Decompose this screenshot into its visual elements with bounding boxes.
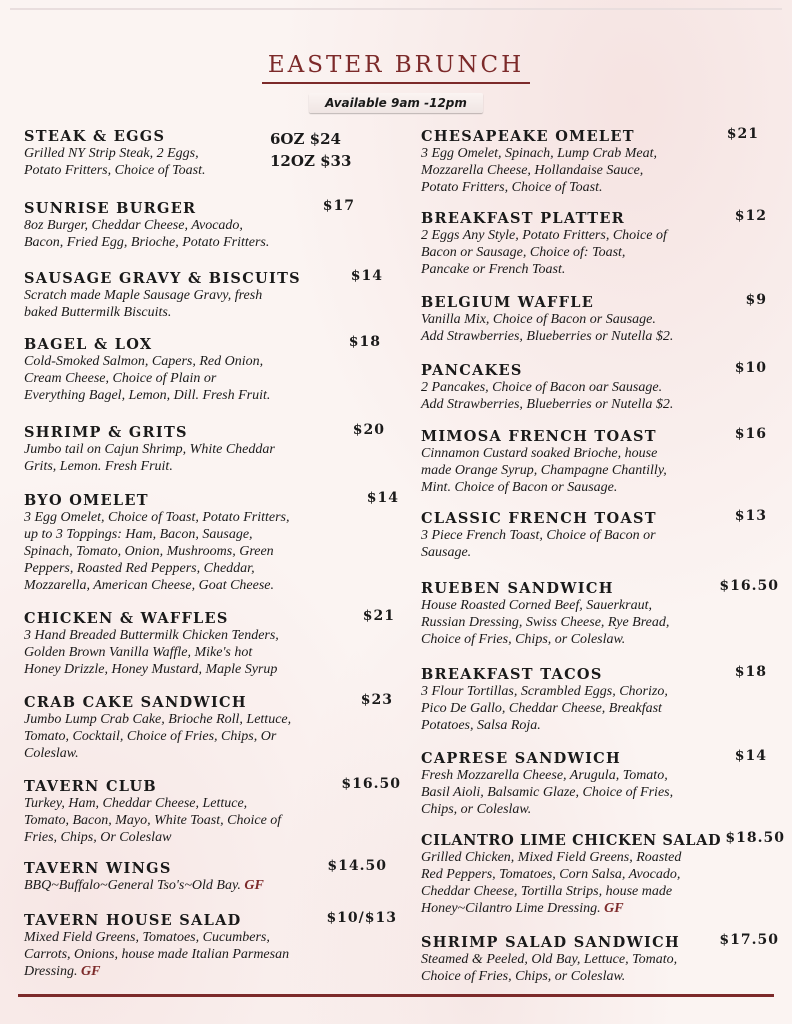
menu-item-chicken-waffles — [24, 608, 395, 678]
item-name: SAUSAGE GRAVY & BISCUITS — [24, 270, 301, 287]
menu-item-pancakes — [421, 360, 779, 413]
item-price: $17 — [322, 198, 355, 214]
menu-item-sunrise-burger — [24, 198, 389, 251]
menu-item-rueben-sandwich — [421, 578, 779, 648]
item-price: $14 — [366, 490, 399, 506]
menu-header — [0, 52, 792, 113]
menu-item-mimosa-french-toast — [421, 426, 779, 496]
item-description: Cinnamon Custard soaked Brioche, house made Orange Syrup, Champagne Chantilly, Mint. Choice of Bacon or Sausage. — [421, 446, 667, 495]
menu-item-tavern-club — [24, 776, 401, 846]
menu-item-crab-cake-sandwich — [24, 692, 393, 762]
item-name: MIMOSA FRENCH TOAST — [421, 428, 657, 445]
item-name: BREAKFAST PLATTER — [421, 210, 626, 227]
item-price: $14 — [734, 748, 767, 764]
menu-item-belgium-waffle — [421, 292, 779, 345]
steak-price-options — [270, 128, 351, 172]
menu-item-steak-eggs — [24, 126, 389, 179]
item-price: $16.50 — [341, 776, 401, 792]
item-price: $10/$13 — [326, 910, 397, 926]
item-price-12oz: 12OZ $33 — [270, 152, 352, 170]
item-name: BAGEL & LOX — [24, 336, 153, 353]
item-name: STEAK & EGGS — [24, 128, 166, 145]
menu-item-tavern-wings — [24, 858, 389, 894]
item-description: Scratch made Maple Sausage Gravy, fresh baked Buttermilk Biscuits. — [24, 288, 263, 320]
item-name: PANCAKES — [421, 362, 523, 379]
item-description: 3 Egg Omelet, Choice of Toast, Potato Fritters, up to 3 Toppings: Ham, Bacon, Sausage, Spinach, Tomato, Onion, Mushrooms, Green Peppers, Roasted Red Peppers, Cheddar, Mozzarella, American Cheese, Goat Cheese. — [24, 510, 290, 593]
item-price: $14.50 — [327, 858, 387, 874]
item-name: CAPRESE SANDWICH — [421, 750, 622, 767]
menu-item-byo-omelet — [24, 490, 399, 594]
item-name: TAVERN HOUSE SALAD — [24, 912, 242, 929]
item-price: $17.50 — [719, 932, 779, 948]
item-name: SHRIMP SALAD SANDWICH — [421, 934, 680, 951]
item-price: $21 — [726, 126, 759, 142]
item-price: $12 — [734, 208, 767, 224]
menu-item-sausage-gravy-biscuits — [24, 268, 389, 321]
item-description-text: BBQ~Buffalo~General Tso's~Old Bay. — [24, 878, 241, 893]
item-description: 8oz Burger, Cheddar Cheese, Avocado, Bacon, Fried Egg, Brioche, Potato Fritters. — [24, 218, 270, 250]
menu-item-shrimp-grits — [24, 422, 389, 475]
item-name: TAVERN CLUB — [24, 778, 157, 795]
menu-item-classic-french-toast — [421, 508, 779, 561]
menu-item-breakfast-tacos — [421, 664, 779, 734]
item-description — [24, 877, 389, 894]
item-description-text: Grilled Chicken, Mixed Field Greens, Roasted Red Peppers, Tomatoes, Corn Salsa, Avocado, Cheddar Cheese, Tortilla Strips, house made Honey~Cilantro Lime Dressing. — [421, 850, 682, 916]
item-name: CHICKEN & WAFFLES — [24, 610, 229, 627]
item-description-text: Mixed Field Greens, Tomatoes, Cucumbers, Carrots, Onions, house made Italian Parmesan Dressing. — [24, 930, 290, 979]
item-name: BREAKFAST TACOS — [421, 666, 603, 683]
item-description: 2 Pancakes, Choice of Bacon oar Sausage. Add Strawberries, Blueberries or Nutella $2. — [421, 380, 674, 412]
item-price: $16.50 — [719, 578, 779, 594]
item-price: $9 — [745, 292, 767, 308]
gluten-free-badge: GF — [81, 964, 101, 979]
menu-title: EASTER BRUNCH — [262, 52, 530, 84]
menu-item-chesapeake-omelet — [421, 126, 779, 196]
item-name: CHESAPEAKE OMELET — [421, 128, 635, 145]
item-price: $14 — [350, 268, 383, 284]
item-name: CILANTRO LIME CHICKEN SALAD — [421, 832, 722, 849]
item-name: RUEBEN SANDWICH — [421, 580, 614, 597]
item-description: 3 Piece French Toast, Choice of Bacon or Sausage. — [421, 528, 656, 560]
item-description: Cold-Smoked Salmon, Capers, Red Onion, Cream Cheese, Choice of Plain or Everything Bagel, Lemon, Dill. Fresh Fruit. — [24, 354, 271, 403]
menu-item-tavern-house-salad — [24, 910, 397, 980]
menu-item-breakfast-platter — [421, 208, 779, 278]
item-description: Jumbo Lump Crab Cake, Brioche Roll, Lettuce, Tomato, Cocktail, Choice of Fries, Chips, Or Coleslaw. — [24, 712, 292, 761]
item-name: BYO OMELET — [24, 492, 149, 509]
gluten-free-badge: GF — [604, 901, 624, 916]
item-name: SHRIMP & GRITS — [24, 424, 188, 441]
menu-item-bagel-lox — [24, 334, 389, 404]
item-description: Turkey, Ham, Cheddar Cheese, Lettuce, Tomato, Bacon, Mayo, White Toast, Choice of Fries, Chips, Or Coleslaw — [24, 796, 282, 845]
item-price-6oz: 6OZ $24 — [270, 130, 341, 148]
item-description: Steamed & Peeled, Old Bay, Lettuce, Tomato, Choice of Fries, Chips, or Coleslaw. — [421, 952, 678, 984]
top-divider — [10, 8, 782, 10]
menu-item-caprese-sandwich — [421, 748, 779, 818]
item-price: $21 — [362, 608, 395, 624]
item-description: Vanilla Mix, Choice of Bacon or Sausage. Add Strawberries, Blueberries or Nutella $2. — [421, 312, 674, 344]
item-description: Jumbo tail on Cajun Shrimp, White Cheddar Grits, Lemon. Fresh Fruit. — [24, 442, 275, 474]
item-description: Grilled NY Strip Steak, 2 Eggs, Potato Fritters, Choice of Toast. — [24, 146, 206, 178]
item-price: $13 — [734, 508, 767, 524]
item-description: 3 Hand Breaded Buttermilk Chicken Tenders, Golden Brown Vanilla Waffle, Mike's hot Honey Drizzle, Honey Mustard, Maple Syrup — [24, 628, 279, 677]
item-description: House Roasted Corned Beef, Sauerkraut, Russian Dressing, Swiss Cheese, Rye Bread, Choice of Fries, Chips, or Coleslaw. — [421, 598, 670, 647]
item-price: $16 — [734, 426, 767, 442]
availability-badge: Available 9am -12pm — [309, 93, 483, 113]
item-price: $18.50 — [725, 830, 785, 846]
item-price: $18 — [348, 334, 381, 350]
item-price: $18 — [734, 664, 767, 680]
item-name: TAVERN WINGS — [24, 860, 172, 877]
item-price: $23 — [360, 692, 393, 708]
item-price: $10 — [734, 360, 767, 376]
item-description: 3 Egg Omelet, Spinach, Lump Crab Meat, Mozzarella Cheese, Hollandaise Sauce, Potato Fritters, Choice of Toast. — [421, 146, 658, 195]
bottom-divider — [18, 994, 774, 997]
item-name: CLASSIC FRENCH TOAST — [421, 510, 657, 527]
item-description — [24, 929, 389, 980]
item-description: 2 Eggs Any Style, Potato Fritters, Choice of Bacon or Sausage, Choice of: Toast, Pancake or French Toast. — [421, 228, 667, 277]
menu-item-shrimp-salad-sandwich — [421, 932, 779, 985]
item-description: 3 Flour Tortillas, Scrambled Eggs, Chorizo, Pico De Gallo, Cheddar Cheese, Breakfast Potatoes, Salsa Roja. — [421, 684, 668, 733]
item-name: SUNRISE BURGER — [24, 200, 197, 217]
menu-item-cilantro-lime-chicken-salad — [421, 830, 785, 917]
gluten-free-badge: GF — [244, 878, 264, 893]
item-description — [421, 849, 779, 917]
item-price: $20 — [352, 422, 385, 438]
item-name: BELGIUM WAFFLE — [421, 294, 595, 311]
item-name: CRAB CAKE SANDWICH — [24, 694, 247, 711]
item-description: Fresh Mozzarella Cheese, Arugula, Tomato, Basil Aioli, Balsamic Glaze, Choice of Fries, Chips, or Coleslaw. — [421, 768, 674, 817]
